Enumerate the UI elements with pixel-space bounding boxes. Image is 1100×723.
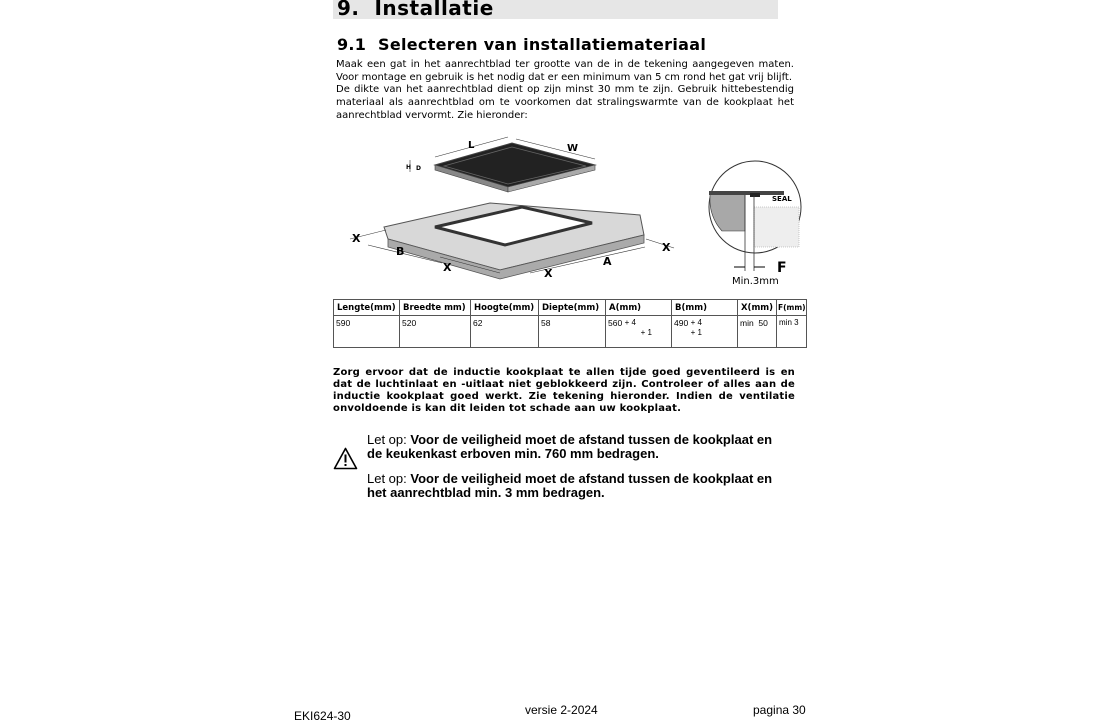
installation-diagram	[340, 135, 810, 295]
safety-note-cabinet	[367, 433, 787, 461]
cell-b-tol-plus: + 4	[690, 318, 702, 327]
cell-a-tolerance	[625, 318, 652, 338]
cell-a-value: 560	[608, 318, 623, 328]
section-number: 9.	[337, 0, 360, 20]
label-b: B	[396, 245, 405, 258]
subsection-number: 9.1	[337, 35, 367, 54]
ventilation-warning: Zorg ervoor dat de inductie kookplaat te allen tijde goed geventileerd is en dat de luchtinlaat en -uitlaat niet geblokkeerd zijn. Controleer of alles aan de inductie kookplaat goed werkt. Zie tekening hieronder. Indien de ventilatie onvoldoende is kan dit leiden tot schade aan uw kookplaat.	[333, 367, 795, 414]
safety-note-countertop	[367, 472, 787, 500]
intro-text	[336, 59, 794, 123]
detail-hob-body	[754, 207, 799, 247]
cell-b	[672, 316, 738, 348]
label-x-bottom: X	[544, 267, 553, 280]
cell-b-tol-minus: + 1	[690, 328, 702, 337]
label-l: L	[468, 140, 475, 151]
footer-version: versie 2-2024	[525, 703, 598, 717]
header-a: A(mm)	[606, 300, 672, 316]
cell-f: min 3	[777, 316, 807, 348]
table-row	[334, 316, 807, 348]
detail-seal	[750, 193, 760, 197]
detail-f-label: F	[777, 260, 787, 276]
header-diepte: Diepte(mm)	[539, 300, 606, 316]
header-breedte: Breedte mm)	[400, 300, 471, 316]
note-1-text: Voor de veiligheid moet de afstand tussen de kookplaat en de keukenkast erboven min. 760 mm bedragen.	[367, 432, 773, 461]
intro-paragraph-2: De dikte van het aanrechtblad dient op zijn minst 30 mm te zijn. Gebruik hittebestendig materiaal als aanrechtblad om te voorkomen dat stralingswarmte van de kookplaat het aanrechtblad vervormt. Zie hieronder:	[336, 84, 794, 121]
cell-x: min 50	[738, 316, 777, 348]
intro-paragraph-1: Maak een gat in het aanrechtblad ter grootte van de in de tekening aangegeven maten. Voor montage en gebruik is het nodig dat er een minimum van 5 cm rond het gat vrij blijft.	[336, 59, 794, 83]
cell-a-tol-plus: + 4	[624, 318, 636, 327]
cell-hoogte: 62	[471, 316, 539, 348]
label-x-right: X	[662, 241, 671, 254]
cell-lengte: 590	[334, 316, 400, 348]
note-2-prefix: Let op:	[367, 471, 407, 486]
label-x-left: X	[352, 232, 361, 245]
subsection-heading	[337, 35, 706, 54]
seal-detail	[709, 161, 801, 287]
subsection-title: Selecteren van installatiemateriaal	[378, 35, 707, 54]
note-1-prefix: Let op:	[367, 432, 407, 447]
cell-b-value: 490	[674, 318, 689, 328]
header-lengte: Lengte(mm)	[334, 300, 400, 316]
cell-a-tol-minus: + 1	[640, 328, 652, 337]
cell-diepte: 58	[539, 316, 606, 348]
section-heading	[337, 0, 494, 20]
label-a: A	[603, 255, 612, 268]
label-w: W	[567, 143, 579, 154]
header-f: F(mm)	[777, 300, 807, 316]
cell-a	[606, 316, 672, 348]
dimensions-table	[333, 299, 807, 348]
header-hoogte: Hoogte(mm)	[471, 300, 539, 316]
label-d: D	[416, 165, 421, 172]
section-title: Installatie	[374, 0, 494, 20]
detail-seal-label: SEAL	[772, 195, 792, 203]
detail-min-label: Min.3mm	[732, 276, 779, 287]
cell-b-tolerance	[691, 318, 702, 338]
footer-model: EKI624-30	[294, 709, 351, 723]
table-header-row	[334, 300, 807, 316]
note-2-text: Voor de veiligheid moet de afstand tussen de kookplaat en het aanrechtblad min. 3 mm bedragen.	[367, 471, 773, 500]
label-h: H	[406, 164, 412, 171]
cell-breedte: 520	[400, 316, 471, 348]
label-x-bottom-left: X	[443, 261, 452, 274]
header-b: B(mm)	[672, 300, 738, 316]
header-x: X(mm)	[738, 300, 777, 316]
warning-triangle-icon	[333, 447, 358, 470]
footer-page-number: pagina 30	[753, 703, 806, 717]
